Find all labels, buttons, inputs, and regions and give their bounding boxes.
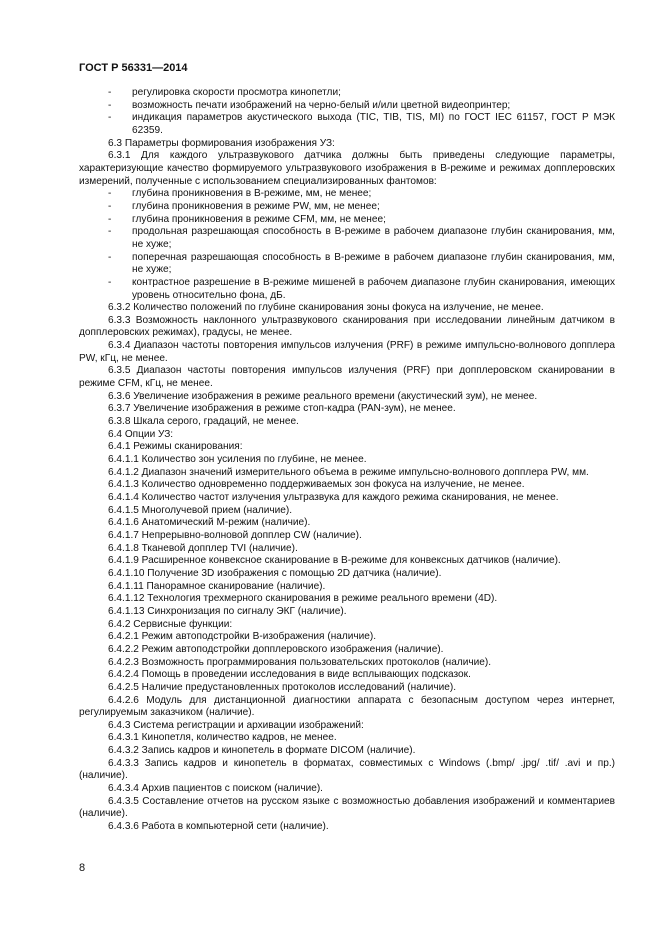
paragraph: 6.4.2.2 Режим автоподстройки допплеровского изображения (наличие). [108,643,444,655]
paragraph: 6.3.5 Диапазон частоты повторения импульсов излучения (PRF) при допплеровском сканировании в режиме CFM, кГц, не менее. [79,365,615,390]
paragraph: 6.4.3.4 Архив пациентов с поиском (наличие). [108,783,323,795]
paragraph: 6.4.2.6 Модуль для дистанционной диагностики аппарата с безопасным доступом через интернет, регулируемым заказчиком (наличие). [79,694,615,719]
paragraph: 6.3.3 Возможность наклонного ультразвукового сканирования при исследовании линейным датчиком в допплеровских режимах), градусы, не менее. [79,314,615,339]
paragraph: 6.3.4 Диапазон частоты повторения импульсов излучения (PRF) в режиме импульсно-волнового допплера PW, кГц, не менее. [79,340,615,364]
bullet-item [79,226,615,251]
bullet-item [79,214,615,227]
bullet-text: глубина проникновения в режиме CFM, мм, не менее; [132,213,386,225]
bullet-dash: - [108,276,112,288]
paragraph: 6.4.1.12 Технология трехмерного сканирования в режиме реального времени (4D). [108,593,498,605]
paragraph: 6.3 Параметры формирования изображения УЗ: [108,137,335,149]
paragraph: 6.4.1.2 Диапазон значений измерительного объема в режиме импульсно-волнового допплера PW, мм. [108,466,589,478]
bullet-item [79,201,615,214]
paragraph: 6.3.1 Для каждого ультразвукового датчика должны быть приведены следующие параметры, характеризующие качество формируемого ультразвукового изображения в В-режиме и режимах допплеровских измерений, полученные с использованием специализированных фантомов: [79,150,615,187]
bullet-item [79,100,615,113]
document-header: ГОСТ Р 56331—2014 [79,62,188,74]
paragraph: 6.4.3.2 Запись кадров и кинопетель в формате DICOM (наличие). [108,745,416,757]
bullet-item [79,252,615,277]
bullet-text: возможность печати изображений на черно-белый и/или цветной видеопринтер; [132,99,511,111]
bullet-dash: - [108,99,112,111]
paragraph: 6.4.2 Сервисные функции: [108,618,233,630]
page-number: 8 [79,862,86,874]
paragraph: 6.4.1.4 Количество частот излучения ультразвука для каждого режима сканирования, не менее. [108,492,559,503]
paragraph: 6.4.2.3 Возможность программирования пользовательских протоколов (наличие). [108,656,492,668]
paragraph: 6.4.2.4 Помощь в проведении исследования в виде всплывающих подсказок. [108,669,471,681]
paragraph: 6.4.3.5 Составление отчетов на русском языке с возможностью добавления изображений и комментариев (наличие). [79,795,615,820]
bullet-text: контрастное разрешение в В-режиме мишеней в рабочем диапазоне глубин сканирования, имеющих уровень относительно фона, дБ. [132,276,615,301]
bullet-text: поперечная разрешающая способность в В-режиме в рабочем диапазоне глубин сканирования, мм, не хуже; [132,251,615,276]
paragraph: 6.4.1.8 Тканевой допплер TVI (наличие). [108,542,298,554]
paragraph: 6.4.1 Режимы сканирования: [108,441,243,453]
paragraph: 6.4.2.1 Режим автоподстройки В-изображения (наличие). [108,631,377,643]
bullet-dash: - [108,87,112,98]
bullet-text: индикация параметров акустического выхода (TIC, TIB, TIS, MI) по ГОСТ IEC 61157, ГОСТ Р МЭК 62359. [132,112,615,136]
document-body [79,87,615,834]
paragraph: 6.4.1.9 Расширенное конвексное сканирование в В-режиме для конвексных датчиков (наличие). [108,555,561,567]
paragraph: 6.3.2 Количество положений по глубине сканирования зоны фокуса на излучение, не менее. [108,302,544,314]
paragraph: 6.4.1.7 Непрерывно-волновой допплер CW (наличие). [108,529,362,541]
paragraph: 6.4.3.1 Кинопетля, количество кадров, не менее. [108,732,337,744]
paragraph: 6.4.1.11 Панорамное сканирование (наличие). [108,580,326,592]
bullet-item [79,87,615,100]
bullet-item [79,277,615,302]
paragraph: 6.3.6 Увеличение изображения в режиме реального времени (акустический зум), не менее. [108,390,538,402]
paragraph: 6.4.2.5 Наличие предустановленных протоколов исследований (наличие). [108,681,457,693]
bullet-dash: - [108,200,112,212]
paragraph: 6.4.1.1 Количество зон усиления по глубине, не менее. [108,454,367,466]
bullet-dash: - [108,213,112,225]
bullet-text: регулировка скорости просмотра кинопетли; [132,87,341,98]
bullet-dash: - [108,112,112,124]
paragraph: 6.4.1.6 Анатомический М-режим (наличие). [108,517,311,529]
paragraph: 6.4.3.6 Работа в компьютерной сети (наличие). [108,821,329,833]
paragraph: 6.4.1.10 Получение 3D изображения с помощью 2D датчика (наличие). [108,567,442,579]
paragraph: 6.4.3 Система регистрации и архивации изображений: [108,719,364,731]
paragraph: 6.4.1.13 Синхронизация по сигналу ЭКГ (наличие). [108,605,347,617]
paragraph: 6.4.3.3 Запись кадров и кинопетель в форматах, совместимых с Windows (.bmp/ .jpg/ .tif/ .avi и пр.) (наличие). [79,757,615,782]
bullet-dash: - [108,226,112,238]
bullet-text: продольная разрешающая способность в В-режиме в рабочем диапазоне глубин сканирования, мм, не хуже; [132,226,615,250]
paragraph: 6.4 Опции УЗ: [108,428,174,440]
paragraph: 6.4.1.3 Количество одновременно поддерживаемых зон фокуса на излучение, не менее. [108,479,525,491]
bullet-text: глубина проникновения в В-режиме, мм, не менее; [132,188,372,200]
bullet-text: глубина проникновения в режиме PW, мм, не менее; [132,200,380,212]
paragraph: 6.4.1.5 Многолучевой прием (наличие). [108,504,293,516]
bullet-item [79,112,615,137]
bullet-dash: - [108,251,112,263]
bullet-item [79,188,615,201]
paragraph: 6.3.8 Шкала серого, градаций, не менее. [108,416,299,428]
paragraph: 6.3.7 Увеличение изображения в режиме стоп-кадра (PAN-зум), не менее. [108,403,456,415]
bullet-dash: - [108,188,112,200]
